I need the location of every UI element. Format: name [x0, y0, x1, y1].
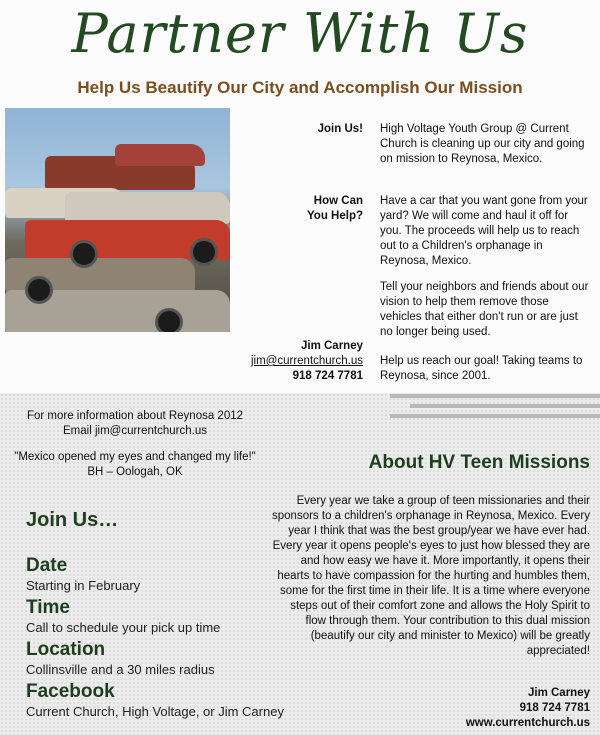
wheel-shape — [70, 240, 98, 268]
detail-facebook — [26, 681, 284, 721]
more-info-block — [0, 409, 270, 439]
more-info-line: For more information about Reynosa 2012 — [26, 410, 244, 422]
decorative-bar — [390, 414, 600, 418]
wheel-shape — [190, 238, 218, 266]
quote-text: "Mexico opened my eyes and changed my life!" — [14, 451, 256, 463]
signature-block — [400, 686, 590, 731]
decorative-bar — [410, 404, 600, 408]
contact-name: Jim Carney — [300, 340, 363, 352]
wheel-shape — [155, 308, 183, 332]
detail-time — [26, 597, 220, 637]
join-us-heading: Join Us… — [26, 509, 119, 531]
signature-website-link[interactable]: www.currentchurch.us — [465, 717, 590, 729]
detail-date — [26, 555, 140, 595]
decorative-bar — [390, 394, 600, 398]
detail-text: Starting in February — [26, 578, 141, 593]
how-can-help-label-line1: How Can — [313, 195, 363, 207]
tell-neighbors-text: Tell your neighbors and friends about our vision to help them remove those vehicles that either don't run or are just no longer being used. — [380, 281, 589, 338]
page-subtitle: Help Us Beautify Our City and Accomplish Our Mission — [77, 78, 523, 97]
signature-name: Jim Carney — [527, 687, 590, 699]
detail-text: Current Church, High Voltage, or Jim Carney — [26, 704, 284, 719]
how-can-help-text: Have a car that you want gone from your yard? We will come and haul it off for you. The proceeds will help us to reach out to a Children's orphanage in Reynosa, Mexico. — [380, 195, 588, 267]
detail-heading: Date — [26, 555, 68, 576]
more-info-email: Email jim@currentchurch.us — [63, 425, 207, 437]
testimonial-quote — [0, 450, 270, 480]
join-us-text: High Voltage Youth Group @ Current Church is cleaning up our city and going on mission to Reynosa, Mexico. — [380, 123, 585, 165]
join-us-label: Join Us! — [317, 123, 363, 135]
goal-text: Help us reach our goal! Taking teams to Reynosa, since 2001. — [380, 355, 583, 382]
detail-heading: Time — [26, 597, 71, 618]
detail-text: Call to schedule your pick up time — [26, 620, 221, 635]
about-text: Every year we take a group of teen missionaries and their sponsors to a children's orphanage in Reynosa, Mexico. Every year I think that was the best group/year we have ever had. Every year it opens people's eyes to just how blessed they are and how easy we have it. More importantly, it opens their hearts to have compassion for the hurting and humbles them, some for the first time in their life. It is a time where everyone steps out of their comfort zone and allows the Holy Spirit to flow through them. Your contribution to this dual mission (beautify our city and minister to Mexico) will be greatly appreciated! — [272, 495, 590, 657]
detail-location — [26, 639, 215, 679]
detail-heading: Location — [26, 639, 106, 660]
junk-cars-photo — [5, 108, 230, 332]
about-heading: About HV Teen Missions — [368, 452, 590, 473]
contact-phone: 918 724 7781 — [292, 370, 363, 382]
contact-block — [230, 339, 363, 384]
wheel-shape — [25, 276, 53, 304]
car-shape — [115, 144, 205, 166]
signature-phone: 918 724 7781 — [519, 702, 590, 714]
detail-text: Collinsville and a 30 miles radius — [26, 662, 215, 677]
contact-email-link[interactable]: jim@currentchurch.us — [250, 355, 363, 367]
how-can-help-label — [240, 194, 363, 224]
quote-author: BH – Oologah, OK — [87, 466, 183, 478]
how-can-help-label-line2: You Help? — [306, 210, 363, 222]
page-title: Partner With Us — [71, 2, 529, 65]
detail-heading: Facebook — [26, 681, 115, 702]
decorative-bars — [390, 392, 600, 428]
